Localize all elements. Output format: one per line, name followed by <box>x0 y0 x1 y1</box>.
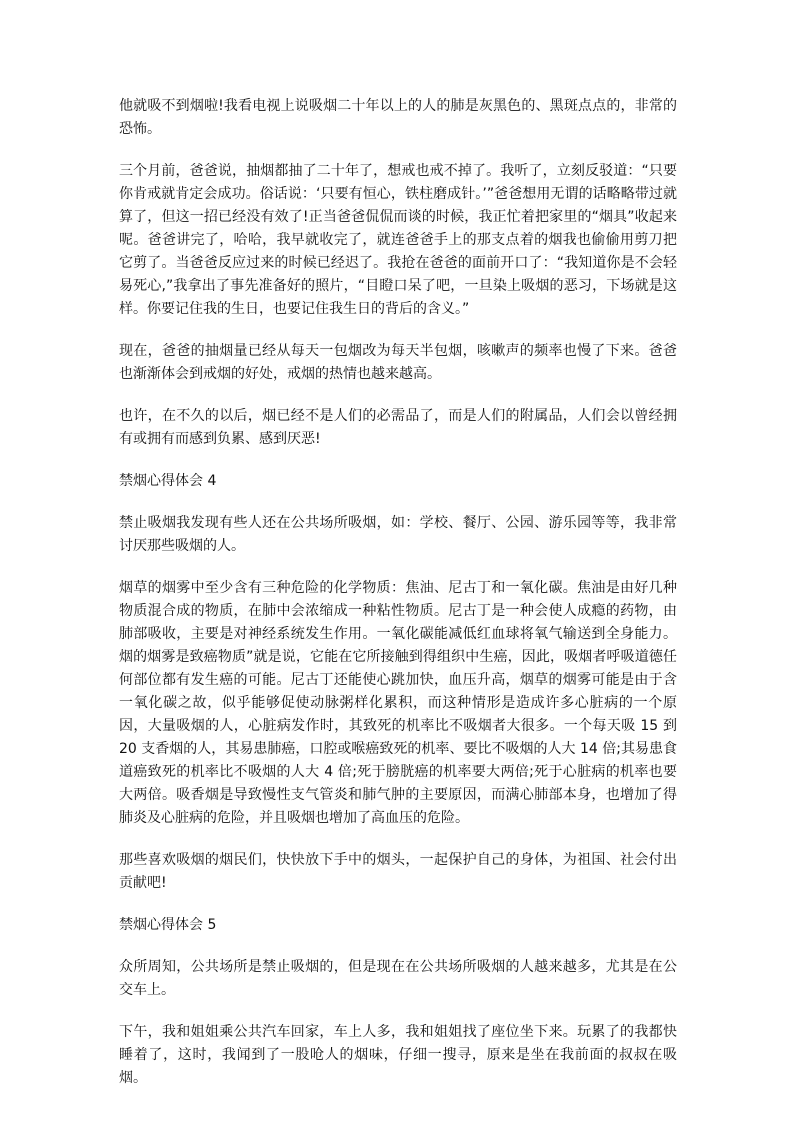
paragraph: 现在，爸爸的抽烟量已经从每天一包烟改为每天半包烟，咳嗽声的频率也慢了下来。爸爸也渐渐体会到戒烟的好处，戒烟的热情也越来越高。 <box>119 343 677 382</box>
paragraph: 禁止吸烟我发现有些人还在公共场所吸烟，如：学校、餐厅、公园、游乐园等等，我非常讨厌那些吸烟的人。 <box>119 515 677 554</box>
paragraph: 烟草的烟雾中至少含有三种危险的化学物质：焦油、尼古丁和一氧化碳。焦油是由好几种物质混合成的物质，在肺中会浓缩成一种粘性物质。尼古丁是一种会使人成瘾的药物，由肺部吸收，主要是对神经系统发生作用。一氧化碳能减低红血球将氧气输送到全身能力。烟的烟雾是致癌物质”就是说，它能在它所接触到得组织中生癌，因此，吸烟者呼吸道德任何部位都有发生癌的可能。尼古丁还能使心跳加快，血压升高，烟草的烟雾可能是由于含一氧化碳之故，似乎能够促使动脉粥样化累积，而这种情形是造成许多心脏病的一个原因，大量吸烟的人，心脏病发作时，其致死的机率比不吸烟者大很多。一个每天吸 15 到 20 支香烟的人，其易患肺癌，口腔或喉癌致死的机率、要比不吸烟的人大 14 倍;其易患食道癌致死的机率比不吸烟的人大 4 倍;死于膀胱癌的机率要大两倍;死于心脏病的机率也要大两倍。吸香烟是导致慢性支气管炎和肺气肿的主要原因，而满心肺部本身，也增加了得肺炎及心脏病的危险，并且吸烟也增加了高血压的危险。 <box>119 580 677 826</box>
section-heading: 禁烟心得体会 4 <box>119 473 217 489</box>
paragraph: 下午，我和姐姐乘公共汽车回家，车上人多，我和姐姐找了座位坐下来。玩累了的我都快睡着了，这时，我闻到了一股呛人的烟味，仔细一搜寻，原来是坐在我前面的叔叔在吸烟。 <box>119 1024 677 1086</box>
section-heading: 禁烟心得体会 5 <box>119 917 217 933</box>
document-page <box>119 95 677 1109</box>
paragraph: 众所周知，公共场所是禁止吸烟的，但是现在在公共场所吸烟的人越来越多，尤其是在公交车上。 <box>119 959 677 998</box>
paragraph: 三个月前，爸爸说，抽烟都抽了二十年了，想戒也戒不掉了。我听了，立刻反驳道：“只要你肯戒就肯定会成功。俗话说：‘只要有恒心，铁柱磨成针。’”爸爸想用无谓的话略略带过就算了，但这一招已经没有效了!正当爸爸侃侃而谈的时候，我正忙着把家里的“烟具”收起来呢。爸爸讲完了，哈哈，我早就收完了，就连爸爸手上的那支点着的烟我也偷偷用剪刀把它剪了。当爸爸反应过来的时候已经迟了。我抢在爸爸的面前开口了：“我知道你是不会轻易死心,”我拿出了事先准备好的照片，“目瞪口呆了吧，一旦染上吸烟的恶习，下场就是这样。你要记住我的生日，也要记住我生日的背后的含义。” <box>119 163 677 317</box>
paragraph: 他就吸不到烟啦!我看电视上说吸烟二十年以上的人的肺是灰黑色的、黑斑点点的，非常的恐怖。 <box>119 98 677 137</box>
paragraph: 那些喜欢吸烟的烟民们，快快放下手中的烟头，一起保护自己的身体，为祖国、社会付出贡献吧! <box>119 852 677 891</box>
paragraph: 也许，在不久的以后，烟已经不是人们的必需品了，而是人们的附属品，人们会以曾经拥有或拥有而感到负累、感到厌恶! <box>119 408 677 447</box>
